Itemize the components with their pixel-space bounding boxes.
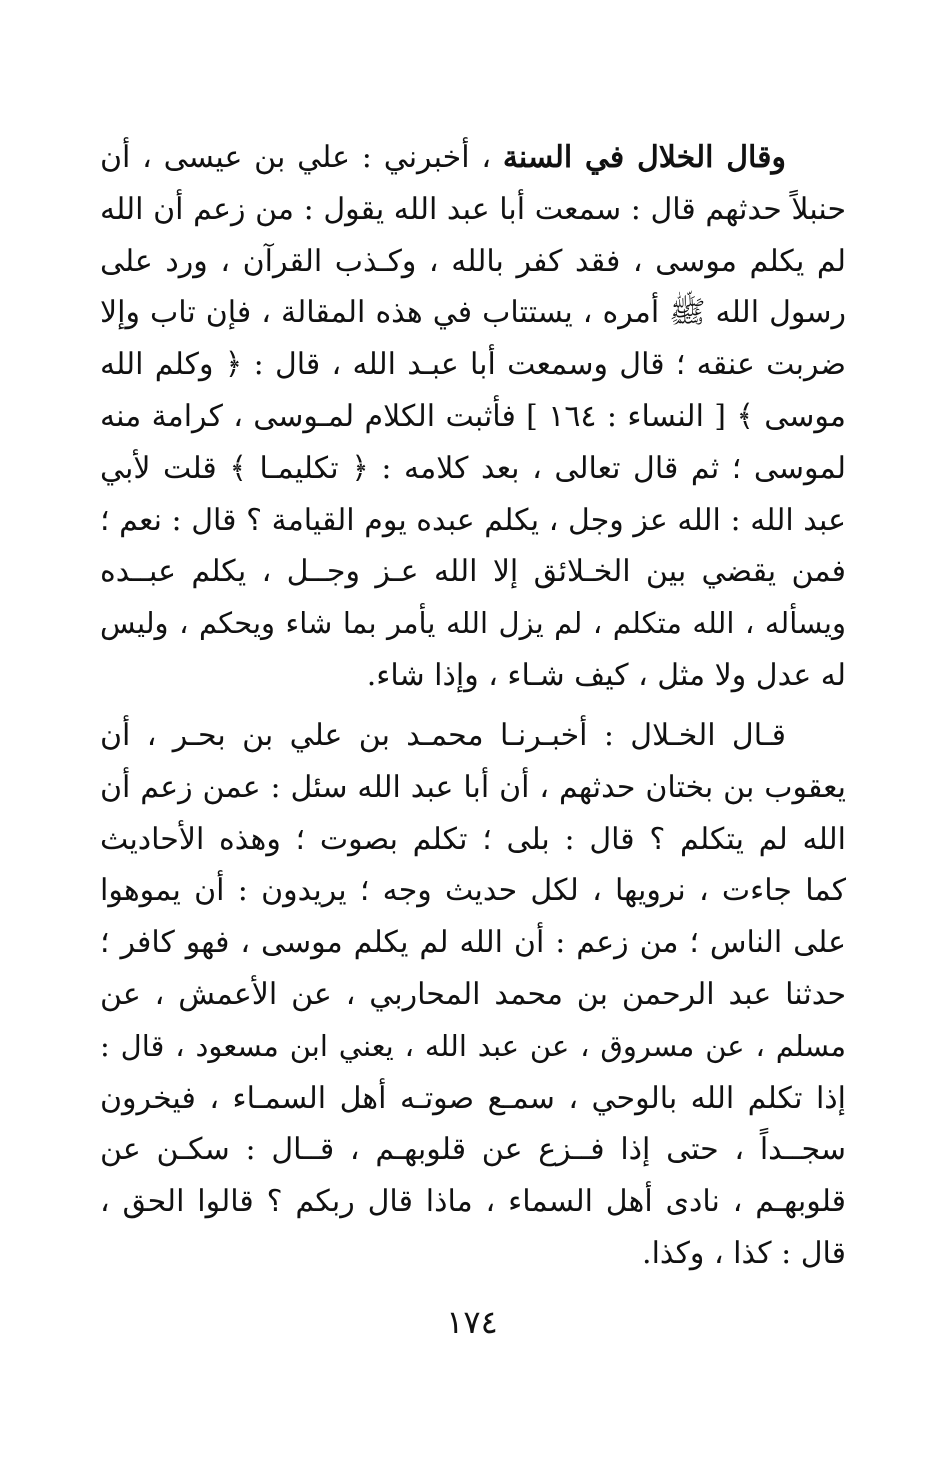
text-line: الله لم يتكلم ؟ قال : بلى ؛ تكلم بصوت ؛ وهذه الأحاديث: [100, 821, 846, 857]
text-line: حدثنا عبد الرحمن بن محمد المحاربي ، عن الأعمش ، عن: [100, 976, 846, 1012]
text-line: عبد الله : الله عز وجل ، يكلم عبده يوم القيامة ؟ قال : نعم ؛: [100, 502, 846, 538]
text-line: لم يكلم موسى ، فقد كفر بالله ، وكـذب القرآن ، ورد على: [100, 243, 846, 279]
text-line: قلوبهـم ، نادى أهل السماء ، ماذا قال ربكم ؟ قالوا الحق ،: [100, 1184, 846, 1220]
text-line: على الناس ؛ من زعم : أن الله لم يكلم موسى ، فهو كافر ؛: [100, 925, 846, 961]
paragraph-lead: وقال الخلال في السنة: [502, 140, 786, 175]
text-line: قـال الخـلال : أخبـرنـا محمـد بن علي بن بحـر ، أن: [100, 718, 786, 753]
text-line: ضربت عنقه ؛ قال وسمعت أبا عبـد الله ، قال : ﴿ وكلم الله: [100, 347, 846, 383]
text-line: موسى ﴾ [ النساء : ١٦٤ ] فأثبت الكلام لمـوسى ، كرامة منه: [100, 398, 846, 434]
text-line: [100, 132, 846, 184]
text-line: إذا تكلم الله بالوحي ، سمـع صوتـه أهل السمـاء ، فيخرون: [100, 1080, 846, 1116]
text-line: قال : كذا ، وكذا.: [642, 1235, 846, 1271]
page-number: ١٧٤: [446, 1303, 498, 1341]
text-line: لموسى ؛ ثم قال تعالى ، بعد كلامه : ﴿ تكليمـا ﴾ قلت لأبي: [100, 450, 846, 486]
paragraph-khallal-report: [100, 710, 846, 1280]
text-line: ويسأله ، الله متكلم ، لم يزل الله يأمر بما شاء ويحكم ، وليس: [100, 606, 846, 641]
line-text: ، أخبرني : علي بن عيسى ، أن: [100, 140, 492, 175]
text-line: رسول الله ﷺ أمره ، يستتاب في هذه المقالة ، فإن تاب وإلا: [100, 295, 846, 331]
text-line: حنبلاً حدثهم قال : سمعت أبا عبد الله يقول : من زعم أن الله: [100, 191, 846, 227]
text-line: سجــداً ، حتى إذا فــزع عن قلوبهـم ، قــال : سكـن عن: [100, 1132, 846, 1168]
text-line: مسلم ، عن مسروق ، عن عبد الله ، يعني ابن مسعود ، قال :: [100, 1028, 846, 1063]
text-line: له عدل ولا مثل ، كيف شـاء ، وإذا شاء.: [366, 657, 846, 693]
text-line: كما جاءت ، نرويها ، لكل حديث وجه ؛ يريدون : أن يموهوا: [100, 873, 846, 909]
text-line: فمن يقضي بين الخـلائق إلا الله عـز وجــل ، يكلم عبــده: [100, 554, 846, 590]
text-line: يعقوب بن بختان حدثهم ، أن أبا عبد الله سئل : عمن زعم أن: [100, 769, 846, 805]
paragraph-khallal-sunnah: [100, 132, 846, 702]
